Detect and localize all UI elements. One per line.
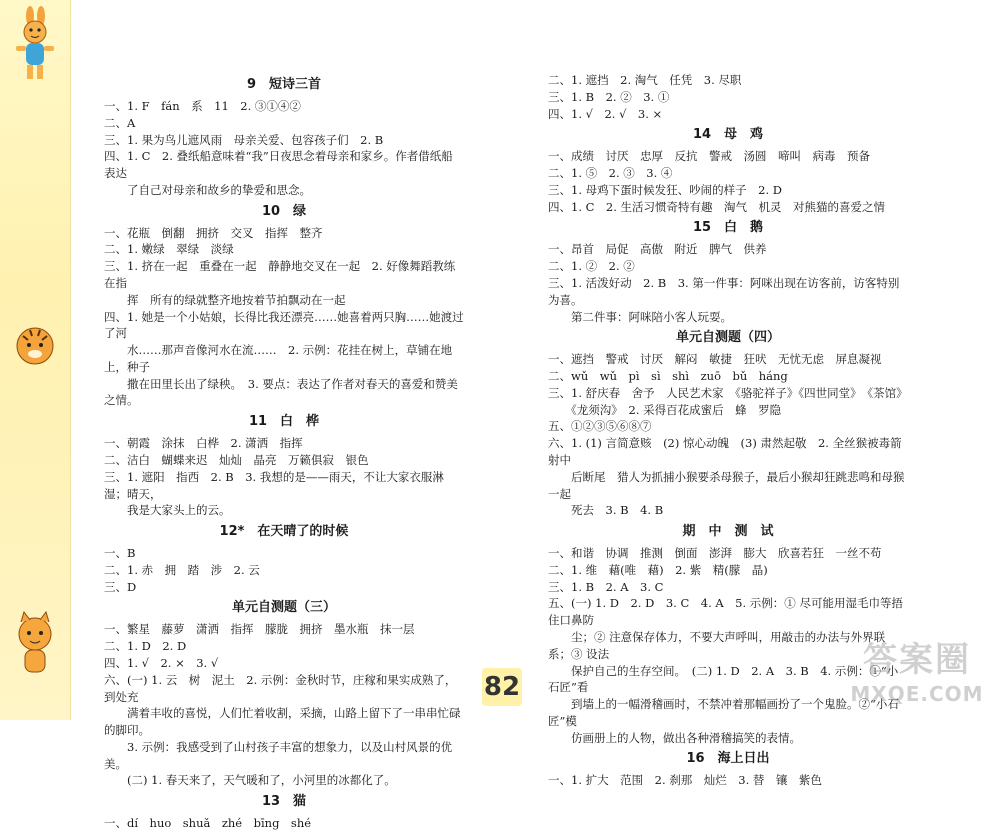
tiger-mascot-icon bbox=[8, 318, 62, 378]
answer-line: 保护自己的生存空间。 (二) 1. D 2. A 3. B 4. 示例：①“小石匠”看 bbox=[548, 663, 899, 695]
section-heading: 12* 在天晴了的时候 bbox=[219, 524, 349, 540]
answer-line: 二、1. 维 藉(唯 藉) 2. 紫 精(朦 晶) bbox=[548, 562, 768, 577]
answer-line: 二、wǔ wǔ pì sì shì zuō bǔ háng bbox=[548, 369, 788, 384]
answer-line: 《龙须沟》 2. 采得百花成蜜后 蜂 罗隐 bbox=[548, 402, 782, 417]
answer-line: 仿画册上的人物，做出各种滑稽搞笑的表情。 bbox=[548, 730, 801, 745]
decorative-side-band bbox=[0, 0, 71, 720]
answer-line: 三、1. 舒庆春 舍予 人民艺术家 《骆驼祥子》《四世同堂》 《茶馆》 bbox=[548, 385, 908, 400]
section-heading: 15 白 鹅 bbox=[692, 220, 764, 236]
answer-line: 四、1. C 2. 生活习惯奇特有趣 淘气 机灵 对熊猫的喜爱之情 bbox=[548, 199, 886, 214]
section-heading: 单元自测题（四） bbox=[675, 330, 780, 346]
answer-line: 四、1. √ 2. √ 3. × bbox=[548, 106, 663, 121]
answer-line: 二、1. 遮挡 2. 淘气 任凭 3. 尽职 bbox=[548, 73, 742, 87]
answer-line: 三、1. 遮阳 指西 2. B 3. 我想的是——雨天，不让大家衣服淋湿；晴天， bbox=[104, 469, 444, 501]
answer-line: 三、1. B 2. A 3. C bbox=[548, 579, 664, 594]
section-heading: 9 短诗三首 bbox=[246, 77, 322, 92]
answer-line: 二、洁白 蝴蝶来迟 灿灿 晶亮 万籁俱寂 银色 bbox=[104, 452, 369, 467]
section-heading: 16 海上日出 bbox=[686, 751, 770, 767]
answer-line: 一、B bbox=[104, 546, 136, 561]
answer-line: 一、繁星 藤萝 潇洒 指挥 朦胧 拥挤 墨水瓶 抹一层 bbox=[104, 622, 415, 637]
page-number: 82 bbox=[482, 668, 522, 706]
answer-line: 二、1. ② 2. ② bbox=[548, 259, 635, 274]
answer-line: 死去 3. B 4. B bbox=[548, 503, 664, 518]
answer-line: 六、1. (1) 言简意赅 (2) 惊心动魄 (3) 肃然起敬 2. 全丝猴被毒箭射中 bbox=[548, 436, 902, 467]
answer-line: 二、A bbox=[104, 115, 136, 130]
answer-line: 我是大家头上的云。 bbox=[104, 503, 231, 518]
section-heading: 10 绿 bbox=[261, 203, 307, 219]
answer-line: 一、1. F fán 系 11 2. ③①④② bbox=[104, 98, 301, 113]
answer-line: 水……那声音像河水在流…… 2. 示例：花挂在树上，草铺在地上，种子 bbox=[104, 343, 453, 374]
answer-line: 一、和谐 协调 推测 倒面 澎湃 膨大 欣喜若狂 一丝不苟 bbox=[548, 546, 882, 561]
answer-line: 三、1. 挤在一起 重叠在一起 静静地交叉在一起 2. 好像舞蹈教练在指 bbox=[104, 259, 456, 290]
answer-line: 三、D bbox=[104, 579, 137, 594]
section-heading: 期 中 测 试 bbox=[682, 524, 774, 540]
answer-line: (二) 1. 春天来了，天气暖和了，小河里的冰都化了。 bbox=[104, 773, 396, 788]
answer-line: 五、(一) 1. D 2. D 3. C 4. A 5. 示例：① 尽可能用湿毛巾等捂住口鼻防 bbox=[548, 596, 903, 628]
answer-line: 二、1. ⑤ 2. ③ 3. ④ bbox=[548, 166, 673, 181]
answer-line: 到墙上的一幅滑稽画时，不禁冲着那幅画扮了一个鬼脸。②“小石匠”模 bbox=[548, 697, 899, 728]
rabbit-mascot-icon bbox=[8, 6, 62, 86]
answer-line: 一、花瓶 倒翻 拥挤 交叉 指挥 整齐 bbox=[104, 225, 323, 240]
answer-line: 了自己对母亲和故乡的挚爱和思念。 bbox=[104, 182, 311, 197]
watermark-url: MXQE.COM bbox=[850, 682, 984, 706]
answer-line: 三、1. 母鸡下蛋时候发狂、吵闹的样子 2. D bbox=[548, 182, 782, 197]
site-watermark bbox=[842, 638, 992, 712]
answer-line: 三、1. 果为鸟儿遮风雨 母亲关爱、包容孩子们 2. B bbox=[104, 132, 384, 147]
answer-line: 一、昂首 局促 高傲 附近 脾气 供养 bbox=[548, 242, 767, 257]
answer-line: 一、1. 扩大 范围 2. 刹那 灿烂 3. 替 镶 紫色 bbox=[548, 773, 822, 788]
answer-line: 二、1. 赤 拥 踏 涉 2. 云 bbox=[104, 562, 260, 577]
answer-line: 五、①②③⑤⑥⑧⑦ bbox=[548, 419, 652, 434]
left-answer-column bbox=[104, 72, 464, 832]
section-heading: 单元自测题（三） bbox=[231, 600, 336, 616]
answer-line: 四、1. C 2. 叠纸船意味着“我”日夜思念着母亲和家乡。作者借纸船表达 bbox=[104, 149, 453, 181]
section-heading: 11 白 桦 bbox=[248, 414, 320, 430]
answer-line: 四、1. 她是一个小姑娘，长得比我还漂亮……她喜着两只胸……她渡过了河 bbox=[104, 309, 464, 341]
answer-line: 四、1. √ 2. × 3. √ bbox=[104, 655, 219, 670]
answer-line: 三、1. 活泼好动 2. B 3. 第一件事：阿咪出现在访客前，访客特别为喜。 bbox=[548, 275, 900, 307]
answer-line: 六、(一) 1. 云 树 泥土 2. 示例：金秋时节，庄稼和果实成熟了，到处充 bbox=[104, 672, 457, 704]
answer-line: 第二件事：阿咪陪小客人玩耍。 bbox=[548, 309, 732, 324]
answer-line: 一、成绩 讨厌 忠厚 反抗 警戒 汤圆 啼叫 病毒 预备 bbox=[548, 149, 870, 164]
answer-line: 3. 示例：我感受到了山村孩子丰富的想象力，以及山村风景的优美。 bbox=[104, 739, 453, 771]
answer-line: 二、1. 嫩绿 翠绿 淡绿 bbox=[104, 242, 234, 257]
answer-line: 挥 所有的绿就整齐地按着节拍飘动在一起 bbox=[104, 292, 346, 307]
watermark-logo-text: 答案圈 bbox=[863, 640, 971, 680]
cartoon-cat-mascot-icon bbox=[8, 610, 62, 680]
answer-line: 一、dí huo shuǎ zhé bīng shé bbox=[104, 816, 312, 831]
section-heading: 14 母 鸡 bbox=[692, 127, 764, 143]
section-heading: 13 猫 bbox=[261, 794, 307, 810]
answer-line: 三、1. B 2. ② 3. ① bbox=[548, 89, 670, 104]
answer-line: 尘；② 注意保存体力，不要大声呼叫，用敲击的办法与外界联系；③ 设法 bbox=[548, 629, 886, 661]
answer-line: 一、朝霞 涂抹 白桦 2. 潇洒 指挥 bbox=[104, 436, 303, 451]
answer-line: 二、1. D 2. D bbox=[104, 639, 187, 654]
answer-line: 一、遮挡 警戒 讨厌 解闷 敏捷 狂吠 无忧无虑 屏息凝视 bbox=[548, 352, 882, 367]
answer-line: 后断尾 猎人为抓捕小猴要杀母猴子，最后小猴却狂跳悲鸣和母猴一起 bbox=[548, 469, 905, 501]
answer-line: 撒在田里长出了绿秧。 3. 要点：表达了作者对春天的喜爱和赞美之情。 bbox=[104, 376, 458, 408]
answer-line: 满着丰收的喜悦，人们忙着收割，采摘，山路上留下了一串串忙碌的脚印。 bbox=[104, 706, 461, 738]
